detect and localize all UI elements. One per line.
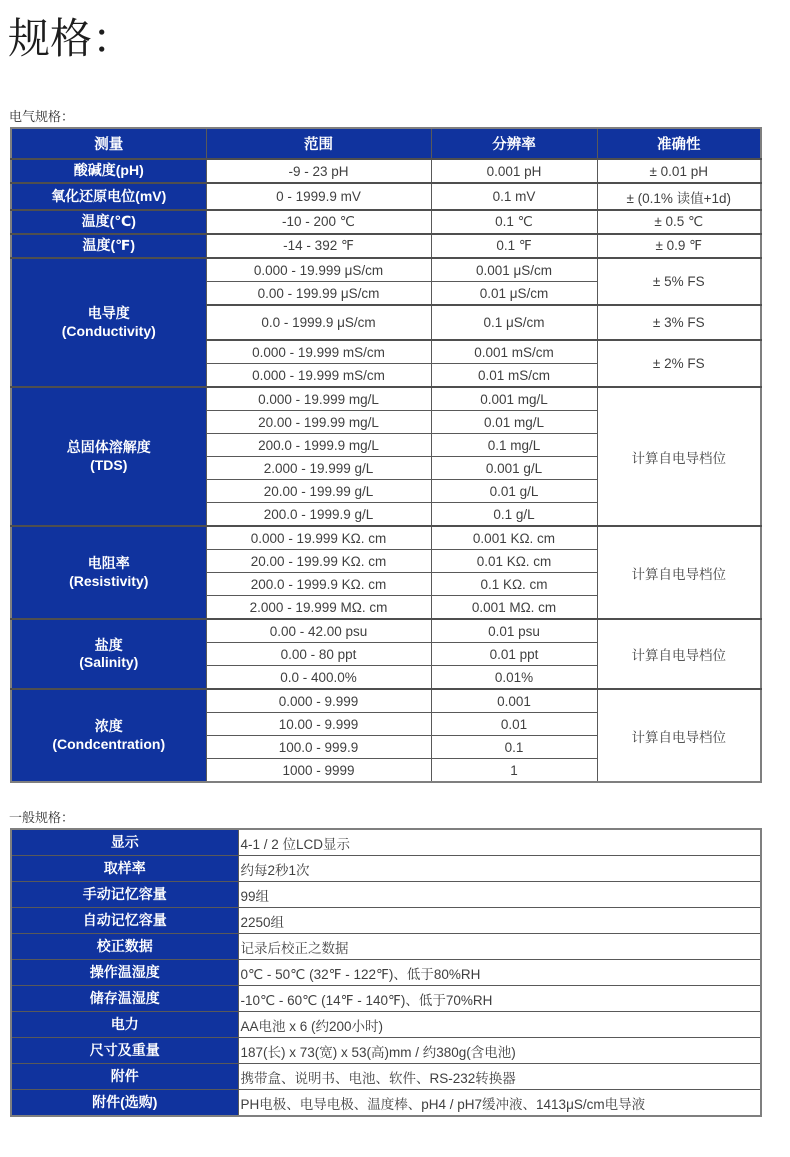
range-cell: -10 - 200 ℃ <box>206 210 431 234</box>
range-cell: -9 - 23 pH <box>206 159 431 183</box>
general-value-cell: 4-1 / 2 位LCD显示 <box>238 829 761 856</box>
resolution-cell: 1 <box>431 759 597 783</box>
accuracy-cell: ± 2% FS <box>597 340 761 387</box>
table-row <box>11 183 761 210</box>
table-row <box>11 387 761 411</box>
electrical-column-header: 范围 <box>206 128 431 159</box>
resolution-cell: 0.01 mS/cm <box>431 364 597 388</box>
general-label-cell: 储存温湿度 <box>11 986 238 1012</box>
range-cell: 200.0 - 1999.9 mg/L <box>206 434 431 457</box>
measure-cell <box>11 183 206 210</box>
electrical-spec-table <box>10 127 762 783</box>
measure-cell <box>11 159 206 183</box>
table-row <box>11 908 761 934</box>
general-section-label: 一般规格： <box>9 810 75 826</box>
general-value-cell: 0℃ - 50℃ (32℉ - 122℉)、低于80%RH <box>238 960 761 986</box>
general-value-cell: PH电极、电导电极、温度棒、pH4 / pH7缓冲液、1413μS/cm电导液 <box>238 1090 761 1117</box>
range-cell: 200.0 - 1999.9 KΩ. cm <box>206 573 431 596</box>
general-value-cell: 记录后校正之数据 <box>238 934 761 960</box>
range-cell: 2.000 - 19.999 g/L <box>206 457 431 480</box>
table-row <box>11 258 761 282</box>
resolution-cell: 0.1 μS/cm <box>431 305 597 340</box>
range-cell: 0 - 1999.9 mV <box>206 183 431 210</box>
resolution-cell: 0.01 mg/L <box>431 411 597 434</box>
general-value-cell: 约每2秒1次 <box>238 856 761 882</box>
resolution-cell: 0.1 mV <box>431 183 597 210</box>
table-row <box>11 856 761 882</box>
electrical-section-label: 电气规格： <box>9 109 75 125</box>
range-cell: 100.0 - 999.9 <box>206 736 431 759</box>
resolution-cell: 0.001 g/L <box>431 457 597 480</box>
table-row <box>11 159 761 183</box>
table-row <box>11 934 761 960</box>
electrical-column-header: 准确性 <box>597 128 761 159</box>
range-cell: 0.000 - 9.999 <box>206 689 431 713</box>
table-row <box>11 526 761 550</box>
range-cell: 0.0 - 1999.9 μS/cm <box>206 305 431 340</box>
accuracy-cell: ± 0.9 ℉ <box>597 234 761 258</box>
accuracy-cell: 计算自电导档位 <box>597 619 761 689</box>
measure-cell <box>11 526 206 619</box>
measure-label-line: 电阻率 <box>87 555 130 572</box>
general-value-cell: 携带盒、说明书、电池、软件、RS-232转换器 <box>238 1064 761 1090</box>
range-cell: 200.0 - 1999.9 g/L <box>206 503 431 527</box>
accuracy-cell: ± 3% FS <box>597 305 761 340</box>
table-row <box>11 960 761 986</box>
measure-label-line: 电导度 <box>87 305 130 322</box>
range-cell: -14 - 392 ℉ <box>206 234 431 258</box>
general-label-cell: 手动记忆容量 <box>11 882 238 908</box>
measure-cell <box>11 258 206 387</box>
resolution-cell: 0.1 <box>431 736 597 759</box>
range-cell: 0.000 - 19.999 mg/L <box>206 387 431 411</box>
resolution-cell: 0.01 psu <box>431 619 597 643</box>
resolution-cell: 0.01 μS/cm <box>431 282 597 306</box>
resolution-cell: 0.001 <box>431 689 597 713</box>
measure-cell <box>11 210 206 234</box>
general-value-cell: 187(长) x 73(宽) x 53(高)mm / 约380g(含电池) <box>238 1038 761 1064</box>
measure-label-line: (TDS) <box>90 456 128 473</box>
general-label-cell: 尺寸及重量 <box>11 1038 238 1064</box>
accuracy-cell: ± 5% FS <box>597 258 761 305</box>
general-value-cell: 2250组 <box>238 908 761 934</box>
measure-label-line: (Salinity) <box>79 654 139 671</box>
resolution-cell: 0.001 MΩ. cm <box>431 596 597 620</box>
measure-cell <box>11 234 206 258</box>
range-cell: 0.00 - 199.99 μS/cm <box>206 282 431 306</box>
resolution-cell: 0.001 pH <box>431 159 597 183</box>
range-cell: 0.000 - 19.999 μS/cm <box>206 258 431 282</box>
spec-page <box>0 16 790 1117</box>
general-value-cell: -10℃ - 60℃ (14℉ - 140℉)、低于70%RH <box>238 986 761 1012</box>
general-value-cell: AA电池 x 6 (约200小时) <box>238 1012 761 1038</box>
general-label-cell: 电力 <box>11 1012 238 1038</box>
general-label-cell: 自动记忆容量 <box>11 908 238 934</box>
accuracy-cell: 计算自电导档位 <box>597 689 761 782</box>
table-row <box>11 1064 761 1090</box>
accuracy-cell: 计算自电导档位 <box>597 387 761 526</box>
accuracy-cell: 计算自电导档位 <box>597 526 761 619</box>
range-cell: 0.0 - 400.0% <box>206 666 431 690</box>
measure-label-line: 温度(℉) <box>82 237 136 254</box>
range-cell: 20.00 - 199.99 mg/L <box>206 411 431 434</box>
table-row <box>11 619 761 643</box>
measure-label-line: 总固体溶解度 <box>66 439 151 456</box>
accuracy-cell: ± 0.5 ℃ <box>597 210 761 234</box>
resolution-cell: 0.001 μS/cm <box>431 258 597 282</box>
electrical-header-row <box>11 128 761 159</box>
general-label-cell: 操作温湿度 <box>11 960 238 986</box>
measure-label-line: (Conductivity) <box>61 322 156 339</box>
resolution-cell: 0.01 <box>431 713 597 736</box>
resolution-cell: 0.01 ppt <box>431 643 597 666</box>
measure-label-line: 酸碱度(pH) <box>73 162 144 179</box>
resolution-cell: 0.1 ℉ <box>431 234 597 258</box>
table-row <box>11 882 761 908</box>
range-cell: 0.00 - 42.00 psu <box>206 619 431 643</box>
general-label-cell: 显示 <box>11 829 238 856</box>
measure-cell <box>11 689 206 782</box>
measure-label-line: 盐度 <box>94 636 123 653</box>
electrical-column-header: 分辨率 <box>431 128 597 159</box>
resolution-cell: 0.01% <box>431 666 597 690</box>
table-row <box>11 986 761 1012</box>
table-row <box>11 1090 761 1117</box>
range-cell: 2.000 - 19.999 MΩ. cm <box>206 596 431 620</box>
range-cell: 1000 - 9999 <box>206 759 431 783</box>
table-row <box>11 829 761 856</box>
range-cell: 0.00 - 80 ppt <box>206 643 431 666</box>
resolution-cell: 0.1 g/L <box>431 503 597 527</box>
measure-label-line: 浓度 <box>94 718 123 735</box>
range-cell: 20.00 - 199.99 g/L <box>206 480 431 503</box>
resolution-cell: 0.1 KΩ. cm <box>431 573 597 596</box>
measure-cell <box>11 387 206 526</box>
resolution-cell: 0.001 mg/L <box>431 387 597 411</box>
general-value-cell: 99组 <box>238 882 761 908</box>
table-row <box>11 1038 761 1064</box>
range-cell: 0.000 - 19.999 mS/cm <box>206 364 431 388</box>
table-row <box>11 689 761 713</box>
electrical-column-header: 测量 <box>11 128 206 159</box>
resolution-cell: 0.01 g/L <box>431 480 597 503</box>
range-cell: 0.000 - 19.999 mS/cm <box>206 340 431 364</box>
page-title: 规格： <box>8 15 135 62</box>
general-label-cell: 校正数据 <box>11 934 238 960</box>
resolution-cell: 0.001 mS/cm <box>431 340 597 364</box>
measure-label-line: (Resistivity) <box>69 572 149 589</box>
table-row <box>11 234 761 258</box>
range-cell: 20.00 - 199.99 KΩ. cm <box>206 550 431 573</box>
table-row <box>11 210 761 234</box>
resolution-cell: 0.1 ℃ <box>431 210 597 234</box>
measure-label-line: 温度(℃) <box>81 213 136 230</box>
range-cell: 10.00 - 9.999 <box>206 713 431 736</box>
measure-label-line: 氧化还原电位(mV) <box>51 187 167 204</box>
accuracy-cell: ± 0.01 pH <box>597 159 761 183</box>
accuracy-cell: ± (0.1% 读值+1d) <box>597 183 761 210</box>
range-cell: 0.000 - 19.999 KΩ. cm <box>206 526 431 550</box>
resolution-cell: 0.001 KΩ. cm <box>431 526 597 550</box>
general-label-cell: 附件 <box>11 1064 238 1090</box>
measure-cell <box>11 619 206 689</box>
resolution-cell: 0.1 mg/L <box>431 434 597 457</box>
resolution-cell: 0.01 KΩ. cm <box>431 550 597 573</box>
table-row <box>11 1012 761 1038</box>
general-label-cell: 取样率 <box>11 856 238 882</box>
general-spec-table <box>10 828 762 1117</box>
measure-label-line: (Condcentration) <box>52 735 166 752</box>
general-label-cell: 附件(选购) <box>11 1090 238 1117</box>
